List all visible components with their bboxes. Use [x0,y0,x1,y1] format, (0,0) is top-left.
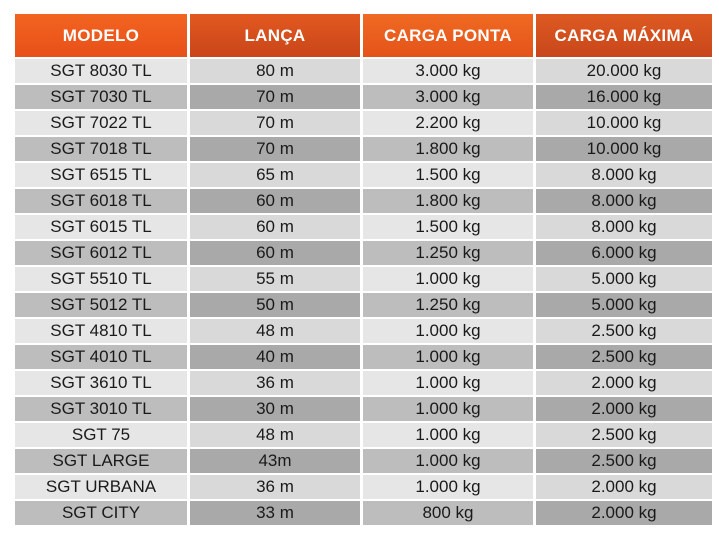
carga-maxima-cell: 6.000 kg [536,241,712,265]
carga-maxima-cell: 8.000 kg [536,215,712,239]
carga-maxima-cell: 20.000 kg [536,59,712,83]
modelo-cell: SGT 7030 TL [15,85,187,109]
carga-ponta-cell: 1.000 kg [363,345,533,369]
table-row [15,59,712,83]
lanca-cell: 40 m [190,345,360,369]
lanca-cell: 36 m [190,475,360,499]
modelo-cell: SGT LARGE [15,449,187,473]
carga-maxima-cell: 10.000 kg [536,137,712,161]
carga-maxima-cell: 8.000 kg [536,163,712,187]
table-row [15,241,712,265]
table-row [15,189,712,213]
modelo-cell: SGT 6515 TL [15,163,187,187]
modelo-cell: SGT 7018 TL [15,137,187,161]
modelo-cell: SGT 3610 TL [15,371,187,395]
carga-ponta-cell: 1.000 kg [363,267,533,291]
carga-ponta-cell: 1.800 kg [363,137,533,161]
modelo-cell: SGT 5510 TL [15,267,187,291]
modelo-cell: SGT 8030 TL [15,59,187,83]
carga-maxima-cell: 8.000 kg [536,189,712,213]
carga-ponta-cell: 1.000 kg [363,475,533,499]
lanca-cell: 30 m [190,397,360,421]
modelo-cell: SGT 3010 TL [15,397,187,421]
table-row [15,345,712,369]
header-lanca: LANÇA [190,14,360,57]
carga-ponta-cell: 800 kg [363,501,533,525]
modelo-cell: SGT 6015 TL [15,215,187,239]
carga-maxima-cell: 2.500 kg [536,319,712,343]
table-row [15,371,712,395]
carga-ponta-cell: 1.800 kg [363,189,533,213]
lanca-cell: 36 m [190,371,360,395]
modelo-cell: SGT 4810 TL [15,319,187,343]
table-row [15,111,712,135]
table-row [15,215,712,239]
carga-maxima-cell: 16.000 kg [536,85,712,109]
carga-ponta-cell: 1.000 kg [363,319,533,343]
modelo-cell: SGT 6012 TL [15,241,187,265]
modelo-cell: SGT 7022 TL [15,111,187,135]
table-row [15,163,712,187]
carga-ponta-cell: 2.200 kg [363,111,533,135]
lanca-cell: 70 m [190,137,360,161]
carga-maxima-cell: 2.500 kg [536,423,712,447]
header-modelo: MODELO [15,14,187,57]
modelo-cell: SGT 75 [15,423,187,447]
lanca-cell: 43m [190,449,360,473]
carga-maxima-cell: 2.500 kg [536,345,712,369]
table-header [15,14,712,57]
lanca-cell: 70 m [190,85,360,109]
lanca-cell: 33 m [190,501,360,525]
table-row [15,293,712,317]
table-row [15,137,712,161]
carga-maxima-cell: 2.000 kg [536,475,712,499]
carga-ponta-cell: 1.500 kg [363,163,533,187]
lanca-cell: 60 m [190,241,360,265]
table-row [15,397,712,421]
table-row [15,85,712,109]
lanca-cell: 65 m [190,163,360,187]
lanca-cell: 48 m [190,319,360,343]
carga-maxima-cell: 2.000 kg [536,371,712,395]
modelo-cell: SGT URBANA [15,475,187,499]
carga-ponta-cell: 1.000 kg [363,449,533,473]
carga-ponta-cell: 1.000 kg [363,397,533,421]
lanca-cell: 55 m [190,267,360,291]
table-row [15,449,712,473]
table-body [15,59,712,525]
header-carga-ponta: CARGA PONTA [363,14,533,57]
carga-maxima-cell: 10.000 kg [536,111,712,135]
carga-ponta-cell: 1.500 kg [363,215,533,239]
header-row [15,14,712,57]
carga-maxima-cell: 5.000 kg [536,293,712,317]
carga-ponta-cell: 1.000 kg [363,423,533,447]
carga-ponta-cell: 1.250 kg [363,293,533,317]
lanca-cell: 60 m [190,215,360,239]
crane-specs-table [12,12,715,527]
modelo-cell: SGT 5012 TL [15,293,187,317]
header-carga-maxima: CARGA MÁXIMA [536,14,712,57]
carga-maxima-cell: 2.500 kg [536,449,712,473]
carga-maxima-cell: 5.000 kg [536,267,712,291]
modelo-cell: SGT 6018 TL [15,189,187,213]
lanca-cell: 48 m [190,423,360,447]
table-row [15,423,712,447]
carga-ponta-cell: 3.000 kg [363,59,533,83]
lanca-cell: 80 m [190,59,360,83]
carga-maxima-cell: 2.000 kg [536,501,712,525]
carga-ponta-cell: 1.000 kg [363,371,533,395]
lanca-cell: 50 m [190,293,360,317]
table-row [15,501,712,525]
carga-maxima-cell: 2.000 kg [536,397,712,421]
table-row [15,267,712,291]
carga-ponta-cell: 3.000 kg [363,85,533,109]
modelo-cell: SGT CITY [15,501,187,525]
modelo-cell: SGT 4010 TL [15,345,187,369]
table-row [15,475,712,499]
lanca-cell: 70 m [190,111,360,135]
carga-ponta-cell: 1.250 kg [363,241,533,265]
table-row [15,319,712,343]
lanca-cell: 60 m [190,189,360,213]
